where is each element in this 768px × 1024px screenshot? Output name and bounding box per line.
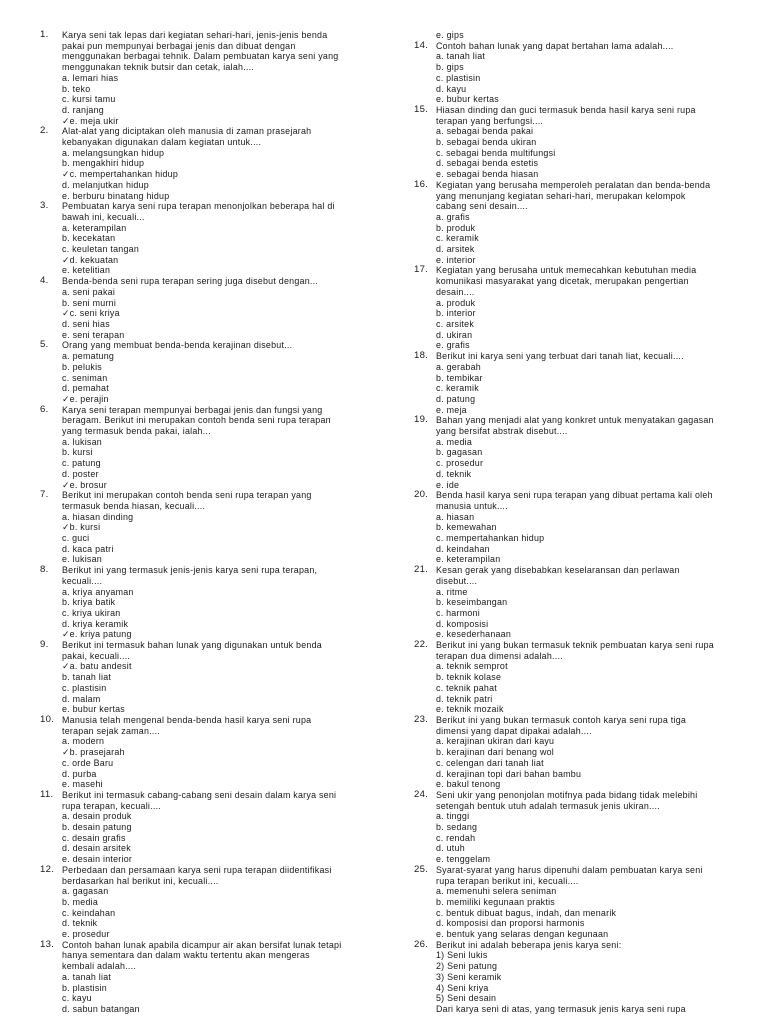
answer-option: ✓b. kursi: [62, 522, 101, 533]
question-number: 20.: [414, 489, 429, 501]
answer-option: b. produk: [436, 222, 476, 233]
answer-option: d. ukiran: [436, 329, 473, 340]
question-text: Karya seni terapan mempunyai berbagai jenis dan fungsi yang beragam. Berikut ini merupakan contoh benda seni rupa terapan yang termasuk benda pakai, ialah...: [62, 404, 331, 437]
answer-option: e. gips: [436, 30, 464, 40]
answer-option: a. media: [436, 436, 473, 447]
question-text: Berikut ini termasuk bahan lunak yang digunakan untuk benda pakai, kecuali....: [62, 640, 322, 661]
answer-option: b. interior: [436, 308, 476, 319]
answer-option: d. ranjang: [62, 104, 104, 115]
question-item: [414, 265, 740, 351]
answer-option: c. patung: [62, 458, 101, 469]
question-item: [414, 940, 740, 1015]
question-item: [414, 41, 740, 105]
answer-option: 2) Seni patung: [436, 961, 498, 972]
question-item: [414, 30, 740, 41]
answer-option: ✓e. perajin: [62, 393, 109, 404]
answer-option: a. teknik semprot: [436, 661, 508, 672]
answer-option: c. bentuk dibuat bagus, indah, dan menarik: [436, 907, 617, 918]
answer-option: d. komposisi dan proporsi harmonis: [436, 918, 585, 929]
answer-option: a. pematung: [62, 351, 115, 362]
answer-option: d. sabun batangan: [62, 1003, 140, 1014]
answer-option: ✓c. mempertahankan hidup: [62, 169, 179, 180]
answer-option: e. desain interior: [62, 854, 133, 865]
question-item: [40, 940, 370, 1015]
question-number: 4.: [40, 275, 49, 287]
answer-option: c. keindahan: [62, 907, 116, 918]
question-item: [414, 105, 740, 180]
question-body: [436, 790, 740, 865]
answer-option: e. teknik mozaik: [436, 704, 504, 715]
question-body: [62, 30, 370, 126]
answer-option: a. desain produk: [62, 811, 132, 822]
question-item: [414, 180, 740, 266]
question-body: [62, 790, 370, 865]
question-text: Kesan gerak yang disebabkan keselaransan dan perlawan disebut....: [436, 565, 680, 586]
answer-option: c. seniman: [62, 372, 108, 383]
question-text: Seni ukir yang penonjolan motifnya pada bidang tidak melebihi setengah bentuk utuh adalah termasuk jenis ukiran....: [436, 789, 698, 811]
question-body: [62, 715, 370, 790]
answer-option: e. prosedur: [62, 929, 110, 940]
answer-option: 4) Seni kriya: [436, 982, 489, 993]
answer-option: c. keramik: [436, 383, 479, 394]
answer-option: d. desain arsitek: [62, 843, 131, 854]
answer-option: c. orde Baru: [62, 757, 114, 768]
answer-option: d. komposisi: [436, 618, 489, 629]
answer-option: a. tinggi: [436, 811, 470, 822]
answer-option: d. sebagai benda estetis: [436, 158, 539, 169]
answer-option: a. kriya anyaman: [62, 586, 134, 597]
answer-option: c. keramik: [436, 233, 479, 244]
question-item: [414, 565, 740, 640]
question-number: 11.: [40, 788, 54, 800]
answer-option: d. kaca patri: [62, 543, 114, 554]
question-number: 14.: [414, 39, 429, 51]
answer-option: b. tanah liat: [62, 672, 112, 683]
answer-option: b. keseimbangan: [436, 597, 508, 608]
answer-option: d. pemahat: [62, 383, 109, 394]
question-number: 12.: [40, 863, 55, 875]
answer-option: d. purba: [62, 768, 97, 779]
answer-option: 5) Seni desain: [436, 993, 497, 1004]
question-text: Kegiatan yang berusaha memperoleh peralatan dan benda-benda yang menunjang kegiatan sehari-hari, merupakan kelompok cabang seni desain....: [436, 179, 711, 212]
question-item: [40, 640, 370, 715]
question-number: 15.: [414, 103, 429, 115]
answer-option: e. meja: [436, 404, 467, 415]
question-number: 24.: [414, 788, 429, 800]
answer-option: b. sedang: [436, 822, 478, 833]
question-text: Bahan yang menjadi alat yang konkret untuk menyatakan gagasan yang bersifat abstrak disebut....: [436, 415, 714, 437]
question-item: [414, 640, 740, 715]
question-text: Karya seni tak lepas dari kegiatan sehari-hari, jenis-jenis benda pakai pun mempunyai berbagai jenis dan dibuat dengan menggunakan berbagai tehnik. Dalam pembuatan karya seni yang menggunakan teknik butsir dan cetak, ialah....: [62, 30, 339, 73]
question-body: [62, 126, 370, 201]
question-text: Berikut ini yang termasuk jenis-jenis karya seni rupa terapan, kecuali....: [62, 565, 318, 586]
answer-option: c. rendah: [436, 832, 476, 843]
answer-option: e. bentuk yang selaras dengan kegunaan: [436, 929, 609, 940]
answer-option: c. sebagai benda multifungsi: [436, 147, 556, 158]
question-text: Berikut ini yang bukan termasuk teknik pembuatan karya seni rupa terapan dua dimensi adalah....: [436, 640, 714, 661]
question-number: 21.: [414, 564, 429, 576]
answer-option: c. teknik pahat: [436, 682, 497, 693]
question-body: [436, 30, 740, 41]
question-number: 7.: [40, 489, 49, 501]
answer-option: e. lukisan: [62, 554, 102, 565]
answer-option: d. patung: [436, 393, 476, 404]
question-number: 26.: [414, 938, 429, 950]
question-number: 22.: [414, 639, 429, 651]
answer-option: d. teknik: [436, 468, 472, 479]
answer-option: d. malam: [62, 693, 101, 704]
answer-option: a. gerabah: [436, 361, 481, 372]
answer-option: b. tembikar: [436, 372, 483, 383]
answer-option: ✓b. prasejarah: [62, 747, 125, 758]
question-number: 10.: [40, 714, 55, 725]
answer-option: a. kerajinan ukiran dari kayu: [436, 736, 555, 747]
answer-option: c. desain grafis: [62, 832, 126, 843]
question-text: Manusia telah mengenal benda-benda hasil karya seni rupa terapan sejak zaman....: [62, 715, 312, 736]
answer-option: a. hiasan: [436, 511, 475, 522]
answer-option: a. tanah liat: [62, 971, 112, 982]
question-body: [436, 265, 740, 351]
answer-option: c. guci: [62, 533, 90, 544]
question-text: Benda-benda seni rupa terapan sering juga disebut dengan...: [62, 276, 319, 287]
question-item: [414, 351, 740, 415]
question-body: [436, 180, 740, 266]
answer-option: b. seni murni: [62, 297, 117, 308]
question-body: [62, 201, 370, 276]
answer-option: e. bubur kertas: [62, 704, 125, 715]
answer-option: b. memiliki kegunaan praktis: [436, 896, 555, 907]
question-body: [436, 415, 740, 490]
answer-option: 3) Seni keramik: [436, 971, 502, 982]
question-number: 16.: [414, 178, 429, 190]
question-item: [40, 405, 370, 491]
question-text: Berikut ini karya seni yang terbuat dari tanah liat, kecuali....: [436, 351, 684, 362]
question-text: Kegiatan yang berusaha untuk memecahkan kebutuhan media komunikasi masyarakat yang dicetak, merupakan pengertian desain....: [436, 265, 697, 297]
answer-option: 1) Seni lukis: [436, 950, 488, 961]
question-item: [40, 565, 370, 640]
question-text: Syarat-syarat yang harus dipenuhi dalam pembuatan karya seni rupa terapan berikut ini, kecuali....: [436, 864, 703, 886]
answer-option: ✓d. kekuatan: [62, 254, 119, 265]
question-text: Contoh bahan lunak apabila dicampur air akan bersifat lunak tetapi hanya sementara dan dalam waktu tertentu akan mengeras kembali adalah....: [62, 939, 342, 972]
question-text: Berikut ini termasuk cabang-cabang seni desain dalam karya seni rupa terapan, kecuali....: [62, 789, 337, 811]
answer-option: ✓c. seni kriya: [62, 308, 120, 319]
answer-option: b. plastisin: [62, 982, 107, 993]
answer-option: a. hiasan dinding: [62, 511, 134, 522]
answer-option: a. gagasan: [62, 886, 109, 897]
answer-option: b. pelukis: [62, 361, 102, 372]
question-number: 2.: [40, 125, 49, 137]
answer-option: e. bubur kertas: [436, 94, 499, 105]
answer-option: b. teko: [62, 83, 91, 94]
answer-option: b. mengakhiri hidup: [62, 158, 145, 169]
question-number: 25.: [414, 863, 429, 875]
answer-option: a. melangsungkan hidup: [62, 147, 165, 158]
question-body: [62, 276, 370, 340]
answer-option: d. kerajinan topi dari bahan bambu: [436, 768, 582, 779]
answer-option: d. keindahan: [436, 543, 490, 554]
answer-option: b. sebagai benda ukiran: [436, 137, 537, 148]
answer-option: a. lukisan: [62, 436, 102, 447]
answer-option: d. kriya keramik: [62, 618, 129, 629]
answer-option: b. media: [62, 896, 99, 907]
question-item: [40, 201, 370, 276]
answer-option: a. ritme: [436, 586, 468, 597]
answer-option: e. kesederhanaan: [436, 629, 512, 640]
answer-option: b. kerajinan dari benang wol: [436, 747, 555, 758]
question-number: 13.: [40, 938, 55, 950]
question-text: Pembuatan karya seni rupa terapan menonjolkan beberapa hal di bawah ini, kecuali...: [62, 201, 335, 222]
question-item: [40, 30, 370, 126]
question-number: 9.: [40, 639, 49, 651]
answer-option: a. modern: [62, 736, 105, 747]
answer-option: d. melanjutkan hidup: [62, 179, 149, 190]
question-number: 17.: [414, 264, 429, 276]
answer-option: b. kursi: [62, 447, 93, 458]
question-number: 6.: [40, 403, 49, 415]
answer-option: e. seni terapan: [62, 329, 125, 340]
question-body: [62, 940, 370, 1015]
answer-option: a. memenuhi selera seniman: [436, 886, 557, 897]
answer-option: c. arsitek: [436, 318, 475, 329]
answer-option: d. utuh: [436, 843, 465, 854]
answer-option: ✓e. meja ukir: [62, 115, 119, 126]
answer-option: b. gagasan: [436, 447, 483, 458]
answer-option: Dari karya seni di atas, yang termasuk jenis karya seni rupa: [436, 1003, 686, 1014]
answer-option: d. poster: [62, 468, 99, 479]
right-column: [414, 30, 740, 1015]
answer-option: e. keterampilan: [436, 554, 501, 565]
question-body: [62, 640, 370, 715]
question-body: [62, 340, 370, 404]
question-body: [436, 565, 740, 640]
question-body: [436, 105, 740, 180]
question-body: [436, 940, 740, 1015]
question-number: 3.: [40, 200, 49, 212]
answer-option: a. seni pakai: [62, 286, 116, 297]
question-item: [40, 715, 370, 790]
question-item: [40, 490, 370, 565]
question-number: 19.: [414, 414, 429, 426]
answer-option: a. tanah liat: [436, 51, 486, 62]
question-number: 23.: [414, 714, 429, 725]
answer-option: e. ketelitian: [62, 265, 111, 276]
question-body: [62, 565, 370, 640]
question-item: [40, 865, 370, 940]
answer-option: b. teknik kolase: [436, 672, 502, 683]
question-body: [436, 490, 740, 565]
answer-option: a. grafis: [436, 211, 470, 222]
question-body: [62, 865, 370, 940]
question-number: 5.: [40, 339, 49, 351]
answer-option: d. kayu: [436, 83, 467, 94]
answer-option: ✓a. batu andesit: [62, 661, 132, 672]
answer-option: c. plastisin: [436, 72, 481, 83]
question-text: Orang yang membuat benda-benda kerajinan disebut...: [62, 340, 293, 351]
answer-option: a. sebagai benda pakai: [436, 126, 534, 137]
question-item: [40, 340, 370, 404]
question-text: Berikut ini adalah beberapa jenis karya seni:: [436, 939, 622, 950]
question-text: Hiasan dinding dan guci termasuk benda hasil karya seni rupa terapan yang berfungsi....: [436, 104, 696, 126]
question-item: [414, 865, 740, 940]
question-item: [414, 715, 740, 790]
answer-option: c. harmoni: [436, 607, 480, 618]
answer-option: d. arsitek: [436, 244, 475, 255]
question-body: [62, 490, 370, 565]
answer-option: e. ide: [436, 479, 460, 490]
answer-option: ✓e. brosur: [62, 479, 107, 490]
answer-option: c. kursi tamu: [62, 94, 116, 105]
question-body: [62, 405, 370, 491]
question-item: [414, 790, 740, 865]
question-item: [40, 276, 370, 340]
answer-option: b. gips: [436, 62, 464, 73]
answer-option: d. teknik patri: [436, 693, 493, 704]
answer-option: c. mempertahankan hidup: [436, 533, 545, 544]
answer-option: c. keuletan tangan: [62, 244, 140, 255]
question-text: Alat-alat yang diciptakan oleh manusia di zaman prasejarah kebanyakan digunakan dalam kegiatan untuk....: [62, 126, 312, 148]
question-item: [414, 490, 740, 565]
question-item: [40, 790, 370, 865]
answer-option: a. keterampilan: [62, 222, 127, 233]
question-item: [414, 415, 740, 490]
answer-option: d. seni hias: [62, 318, 110, 329]
question-body: [436, 351, 740, 415]
answer-option: a. produk: [436, 297, 476, 308]
answer-option: c. kayu: [62, 993, 92, 1004]
question-body: [436, 640, 740, 715]
answer-option: a. lemari hias: [62, 72, 119, 83]
question-text: Contoh bahan lunak yang dapat bertahan lama adalah....: [436, 40, 674, 51]
question-text: Benda hasil karya seni rupa terapan yang dibuat pertama kali oleh manusia untuk....: [436, 490, 713, 511]
answer-option: e. interior: [436, 254, 476, 265]
answer-option: c. prosedur: [436, 458, 484, 469]
answer-option: b. kriya batik: [62, 597, 116, 608]
answer-option: ✓e. kriya patung: [62, 629, 132, 640]
question-body: [436, 865, 740, 940]
answer-option: c. kriya ukiran: [62, 607, 121, 618]
answer-option: b. desain patung: [62, 822, 132, 833]
answer-option: e. masehi: [62, 779, 103, 790]
answer-option: e. bakul tenong: [436, 779, 501, 790]
answer-option: e. sebagai benda hiasan: [436, 169, 539, 180]
question-text: Berikut ini yang bukan termasuk contoh karya seni rupa tiga dimensi yang dapat dipakai adalah....: [436, 715, 687, 736]
question-item: [40, 126, 370, 201]
answer-option: c. plastisin: [62, 682, 107, 693]
answer-option: e. grafis: [436, 340, 470, 351]
question-body: [436, 41, 740, 105]
answer-option: d. teknik: [62, 918, 98, 929]
answer-option: c. celengan dari tanah liat: [436, 757, 544, 768]
question-body: [436, 715, 740, 790]
question-text: Berikut ini merupakan contoh benda seni rupa terapan yang termasuk benda hiasan, kecuali....: [62, 490, 312, 511]
question-number: 1.: [40, 29, 49, 40]
answer-option: e. tenggelam: [436, 854, 491, 865]
question-number: 18.: [414, 350, 429, 362]
answer-option: b. kecekatan: [62, 233, 116, 244]
question-number: 8.: [40, 564, 49, 576]
question-text: Perbedaan dan persamaan karya seni rupa terapan diidentifikasi berdasarkan hal berikut ini, kecuali....: [62, 864, 332, 886]
answer-option: b. kemewahan: [436, 522, 497, 533]
left-column: [40, 30, 370, 1015]
answer-option: e. berburu binatang hidup: [62, 190, 170, 201]
